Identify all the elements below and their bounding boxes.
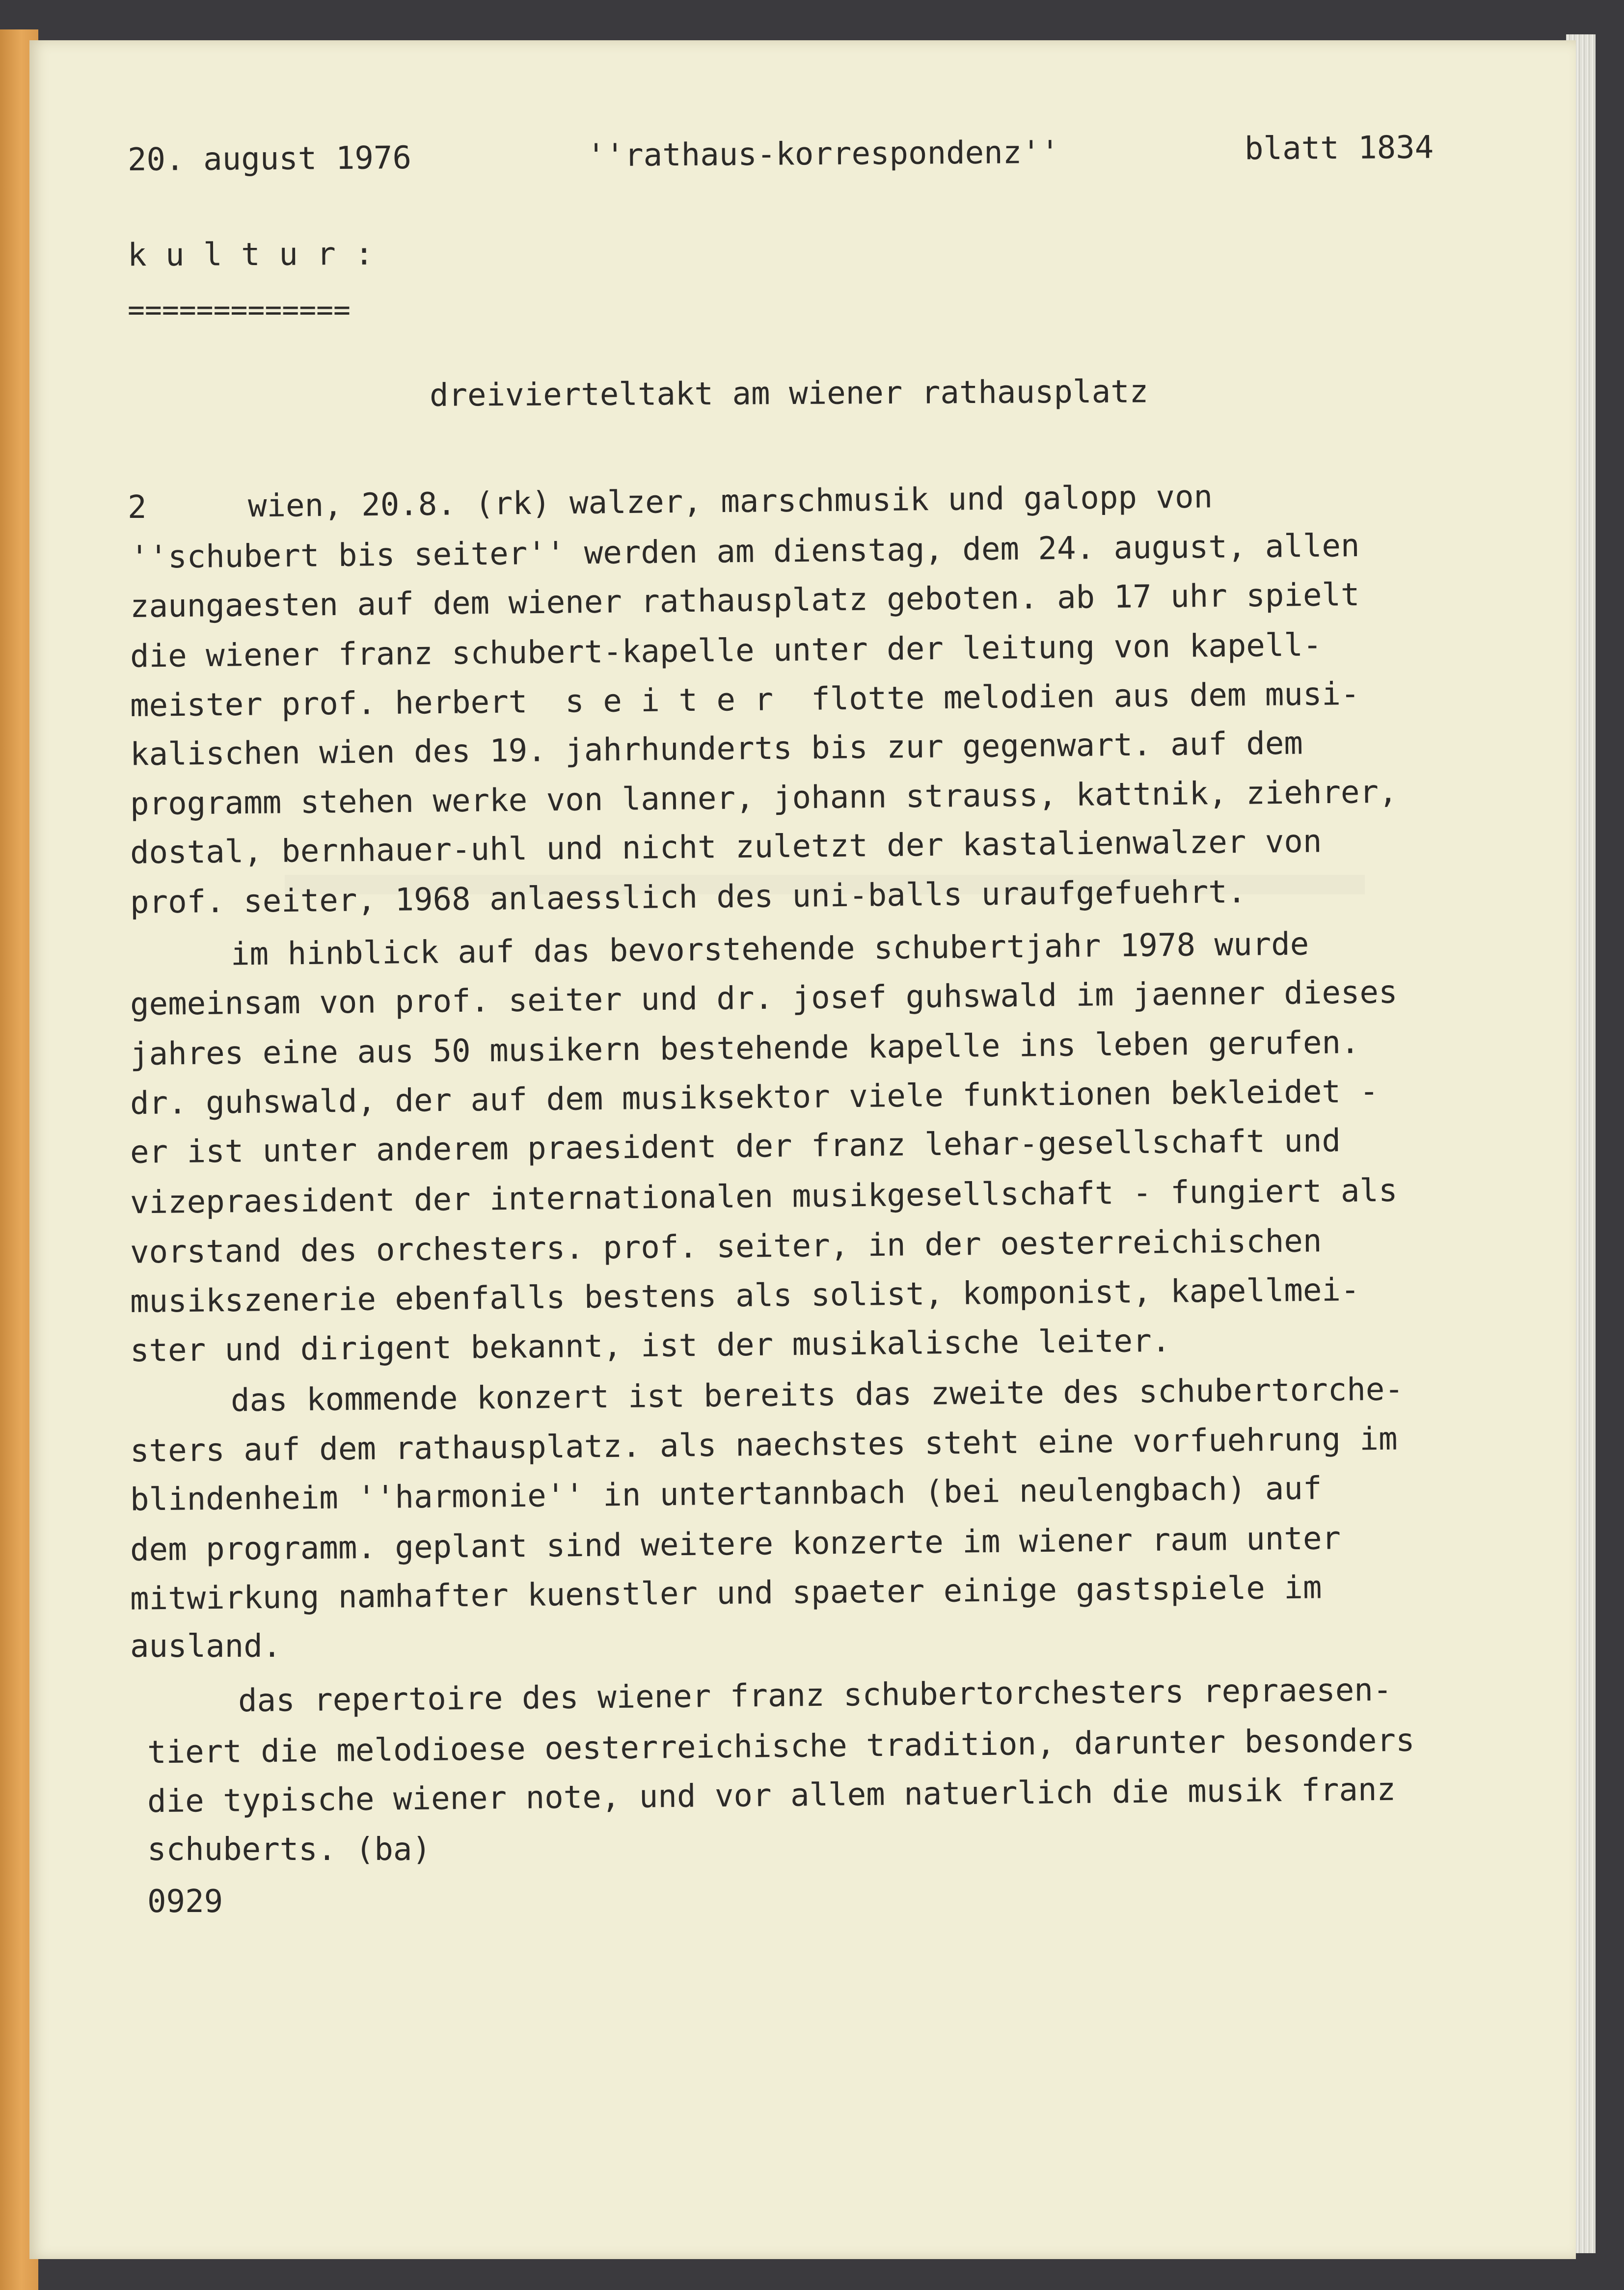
body-line: blindenheim ''harmonie'' in untertannbach (bei neulengbach) auf — [130, 1470, 1322, 1518]
body-line: die typische wiener note, und vor allem natuerlich die musik franz — [147, 1771, 1396, 1820]
body-line: dem programm. geplant sind weitere konzerte im wiener raum unter — [130, 1520, 1341, 1568]
closing-code: 0929 — [147, 1884, 223, 1920]
body-line: jahres eine aus 50 musikern bestehende kapelle ins leben gerufen. — [130, 1024, 1360, 1073]
header-sheet-number: blatt 1834 — [1244, 129, 1434, 167]
body-line: wien, 20.8. (rk) walzer, marschmusik und galopp von — [247, 479, 1213, 525]
body-line: er ist unter anderem praesident der franz lehar-gesellschaft und — [130, 1123, 1341, 1171]
body-line: dr. guhswald, der auf dem musiksektor viele funktionen bekleidet - — [130, 1073, 1379, 1122]
body-line: dostal, bernhauer-uhl und nicht zuletzt der kastalienwalzer von — [130, 823, 1322, 871]
headline: dreivierteltakt am wiener rathausplatz — [429, 374, 1149, 414]
body-line: kalischen wien des 19. jahrhunderts bis zur gegenwart. auf dem — [130, 725, 1303, 773]
header-publication: ''rathaus-korrespondenz'' — [586, 134, 1060, 174]
body-line: ausland. — [130, 1628, 282, 1665]
body-line: ''schubert bis seiter'' werden am dienstag, dem 24. august, allen — [130, 527, 1360, 576]
body-line: ster und dirigent bekannt, ist der musikalische leiter. — [130, 1322, 1171, 1370]
body-line: meister prof. herbert s e i t e r flotte melodien aus dem musi- — [130, 675, 1360, 725]
typewritten-page — [29, 40, 1576, 2259]
body-line: mitwirkung namhafter kuenstler und spaeter einige gastspiele im — [130, 1569, 1322, 1617]
section-label: k u l t u r : — [127, 236, 374, 274]
body-line: musikszenerie ebenfalls bestens als solist, komponist, kapellmei- — [130, 1271, 1360, 1320]
section-rule: ============= — [128, 293, 351, 326]
paragraph-start-line: im hinblick auf das bevorstehende schubertjahr 1978 wurde — [230, 926, 1309, 973]
body-line: programm stehen werke von lanner, johann strauss, kattnik, ziehrer, — [130, 774, 1398, 823]
body-line: die wiener franz schubert-kapelle unter der leitung von kapell- — [130, 627, 1322, 675]
body-line: vorstand des orchesters. prof. seiter, in der oesterreichischen — [130, 1223, 1322, 1271]
header-date: 20. august 1976 — [127, 139, 412, 179]
body-line: prof. seiter, 1968 anlaesslich des uni-balls uraufgefuehrt. — [130, 874, 1246, 921]
body-line: zaungaesten auf dem wiener rathausplatz geboten. ab 17 uhr spielt — [130, 576, 1360, 625]
paragraph-start-line: das repertoire des wiener franz schubertorchesters repraesen- — [238, 1671, 1392, 1720]
paragraph-start-line: das kommende konzert ist bereits das zweite des schubertorche- — [230, 1371, 1404, 1419]
body-line: sters auf dem rathausplatz. als naechstes steht eine vorfuehrung im — [130, 1421, 1398, 1470]
body-line: vizepraesident der internationalen musikgesellschaft - fungiert als — [130, 1172, 1398, 1221]
body-line: tiert die melodioese oesterreichische tradition, darunter besonders — [147, 1722, 1415, 1771]
body-line: gemeinsam von prof. seiter und dr. josef guhswald im jaenner dieses — [130, 974, 1398, 1023]
body-line: schuberts. (ba) — [147, 1832, 431, 1868]
item-number: 2 — [128, 489, 147, 526]
